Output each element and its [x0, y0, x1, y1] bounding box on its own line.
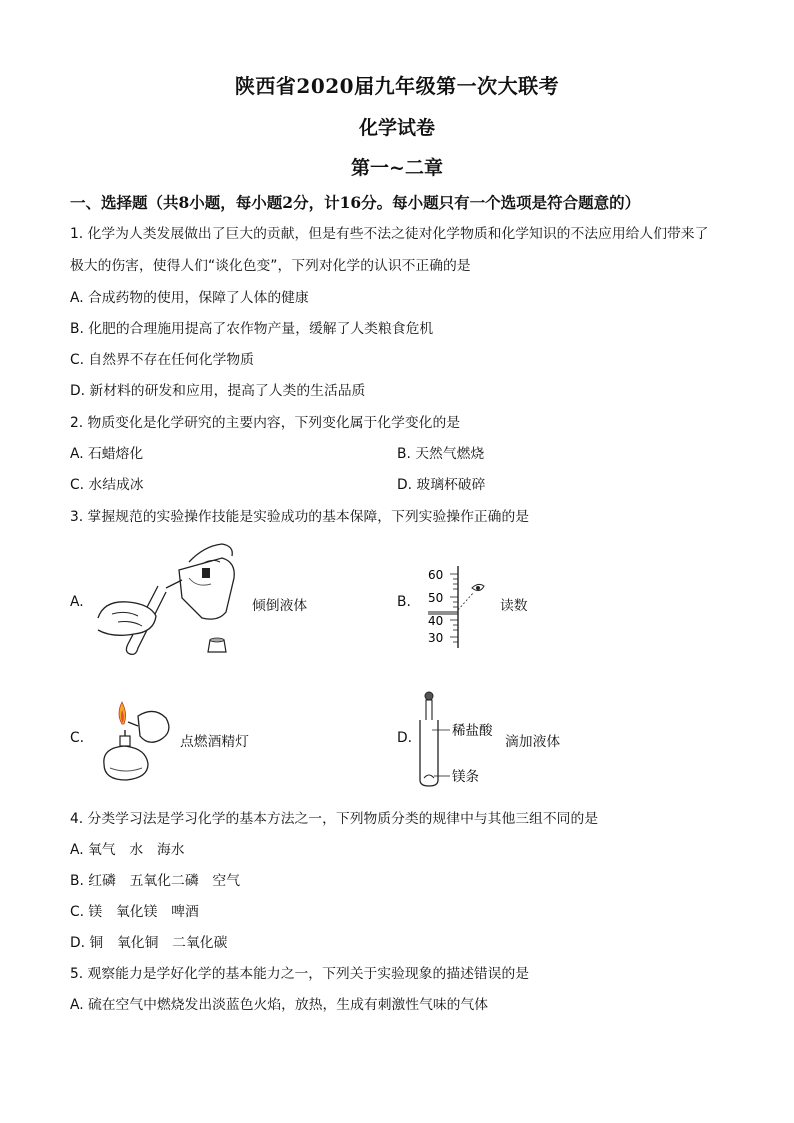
q3-stem: 3. 掌握规范的实验操作技能是实验成功的基本保障，下列实验操作正确的是	[70, 509, 530, 525]
q2-option-b: B. 天然气燃烧	[397, 446, 485, 462]
magnesium-strip-label: 镁条	[452, 769, 479, 785]
q3-option-c-letter: C.	[70, 730, 85, 746]
exam-chapters: 第一~二章	[351, 157, 443, 179]
q2-stem: 2. 物质变化是化学研究的主要内容，下列变化属于化学变化的是	[70, 415, 461, 431]
exam-subject: 化学试卷	[358, 117, 435, 139]
q2-option-c: C. 水结成冰	[70, 477, 144, 493]
q4-option-b: B. 红磷 五氧化二磷 空气	[70, 873, 241, 889]
q3-option-c-caption: 点燃酒精灯	[180, 734, 249, 750]
cylinder-tick-40: 40	[428, 614, 444, 628]
pouring-liquid-figure	[94, 540, 244, 665]
q3-option-a-caption: 倾倒液体	[252, 598, 308, 614]
cylinder-tick-30: 30	[428, 631, 444, 645]
q2-option-a: A. 石蜡熔化	[70, 446, 144, 462]
q1-stem-line2: 极大的伤害，使得人们“谈化色变”，下列对化学的认识不正确的是	[70, 258, 471, 274]
q4-option-d: D. 铜 氧化铜 二氧化碳	[70, 935, 228, 951]
q3-option-d-letter: D.	[397, 730, 413, 746]
dropper-test-tube-figure	[416, 690, 506, 790]
exam-title: 陕西省2020届九年级第一次大联考	[234, 74, 560, 98]
q1-stem-line1: 1. 化学为人类发展做出了巨大的贡献，但是有些不法之徒对化学物质和化学知识的不法应用给人们带来了	[70, 226, 709, 242]
q4-option-c: C. 镁 氧化镁 啤酒	[70, 904, 199, 920]
alcohol-lamp-figure	[94, 696, 176, 786]
q3-option-d-caption: 滴加液体	[505, 734, 561, 750]
dilute-hcl-label: 稀盐酸	[452, 723, 493, 739]
q3-option-b-letter: B.	[397, 594, 411, 610]
q1-option-c: C. 自然界不存在任何化学物质	[70, 352, 254, 368]
cylinder-tick-60: 60	[428, 568, 444, 582]
graduated-cylinder-figure	[424, 564, 494, 650]
cylinder-tick-50: 50	[428, 591, 444, 605]
q5-stem: 5. 观察能力是学好化学的基本能力之一，下列关于实验现象的描述错误的是	[70, 966, 530, 982]
q3-option-a-letter: A.	[70, 594, 84, 610]
q3-option-b-caption: 读数	[500, 598, 528, 614]
q5-option-a: A. 硫在空气中燃烧发出淡蓝色火焰，放热，生成有刺激性气味的气体	[70, 997, 489, 1013]
q4-option-a: A. 氧气 水 海水	[70, 842, 185, 858]
q1-option-a: A. 合成药物的使用，保障了人体的健康	[70, 290, 309, 306]
q1-option-b: B. 化肥的合理施用提高了农作物产量，缓解了人类粮食危机	[70, 321, 434, 337]
q1-option-d: D. 新材料的研发和应用，提高了人类的生活品质	[70, 383, 366, 399]
q4-stem: 4. 分类学习法是学习化学的基本方法之一，下列物质分类的规律中与其他三组不同的是	[70, 811, 599, 827]
q2-option-d: D. 玻璃杯破碎	[397, 477, 486, 493]
section-heading: 一、选择题（共8小题，每小题2分，计16分。每小题只有一个选项是符合题意的）	[70, 193, 641, 212]
